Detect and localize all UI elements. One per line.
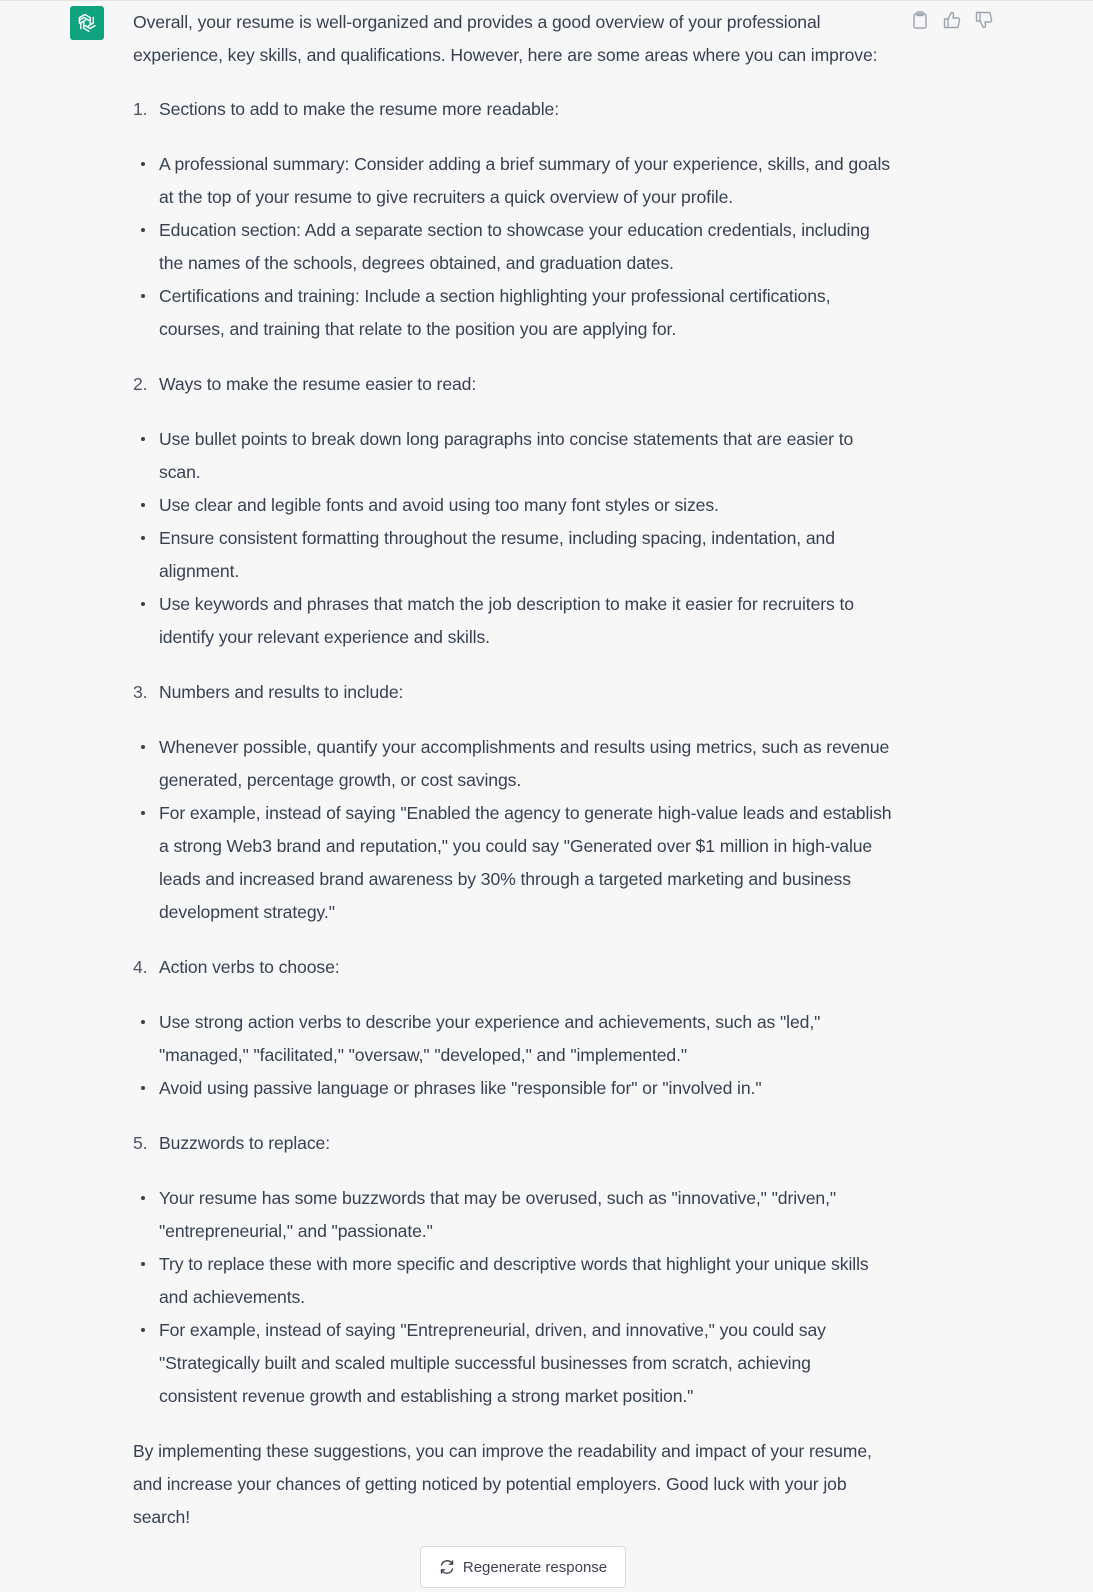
section-title: Action verbs to choose: [159,957,340,977]
thumbs-down-icon [975,11,993,29]
numbered-item [133,368,893,401]
clipboard-icon [912,11,928,29]
closing-paragraph: By implementing these suggestions, you can improve the readability and impact of your resume, and increase your chances of getting noticed by potential employers. Good luck with your job search! [133,1441,872,1527]
openai-logo-icon [75,11,99,35]
list-item: Education section: Add a separate section to showcase your education credentials, including the names of the schools, degrees obtained, and graduation dates. [133,214,893,280]
assistant-avatar [70,6,104,40]
item-number: 2. [133,374,148,394]
thumbs-up-button[interactable] [942,10,962,30]
item-number: 3. [133,682,148,702]
section-title: Sections to add to make the resume more readable: [159,99,559,119]
message-actions [910,10,994,30]
numbered-item [133,1127,893,1160]
copy-button[interactable] [910,10,930,30]
list-item: Try to replace these with more specific and descriptive words that highlight your unique skills and achievements. [133,1248,893,1314]
list-item: Certifications and training: Include a section highlighting your professional certifications, courses, and training that relate to the position you are applying for. [133,280,893,346]
section-title: Ways to make the resume easier to read: [159,374,477,394]
list-item: For example, instead of saying "Enabled the agency to generate high-value leads and establish a strong Web3 brand and reputation," you could say "Generated over $1 million in high-value leads and increased brand awareness by 30% through a targeted marketing and business development strategy." [133,797,893,929]
refresh-icon [439,1559,455,1575]
intro-paragraph: Overall, your resume is well-organized and provides a good overview of your professional experience, key skills, and qualifications. However, here are some areas where you can improve: [133,12,878,65]
list-item: Use bullet points to break down long paragraphs into concise statements that are easier to scan. [133,423,893,489]
regenerate-label: Regenerate response [462,1558,608,1576]
section-title: Numbers and results to include: [159,682,404,702]
numbered-item [133,676,893,709]
list-item: Whenever possible, quantify your accomplishments and results using metrics, such as revenue generated, percentage growth, or cost savings. [133,731,893,797]
list-item: A professional summary: Consider adding a brief summary of your experience, skills, and goals at the top of your resume to give recruiters a quick overview of your profile. [133,148,893,214]
bullet-list [133,1182,893,1413]
list-item: Ensure consistent formatting throughout the resume, including spacing, indentation, and alignment. [133,522,893,588]
item-number: 1. [133,99,148,119]
list-item: Avoid using passive language or phrases like "responsible for" or "involved in." [133,1072,893,1105]
top-divider [0,0,1093,1]
bullet-list [133,731,893,929]
thumbs-down-button[interactable] [974,10,994,30]
item-number: 5. [133,1133,148,1153]
suggestion-sections [133,93,893,1413]
bullet-list [133,1006,893,1105]
thumbs-up-icon [943,11,961,29]
section-title: Buzzwords to replace: [159,1133,330,1153]
bullet-list [133,148,893,346]
numbered-item [133,951,893,984]
list-item: Use clear and legible fonts and avoid using too many font styles or sizes. [133,489,893,522]
list-item: Use strong action verbs to describe your experience and achievements, such as "led," "managed," "facilitated," "oversaw," "developed," and "implemented." [133,1006,893,1072]
list-item: Use keywords and phrases that match the job description to make it easier for recruiters to identify your relevant experience and skills. [133,588,893,654]
regenerate-response-button[interactable] [420,1546,626,1588]
item-number: 4. [133,957,148,977]
list-item: Your resume has some buzzwords that may be overused, such as "innovative," "driven," "entrepreneurial," and "passionate." [133,1182,893,1248]
bullet-list [133,423,893,654]
assistant-message [133,6,893,1534]
numbered-item [133,93,893,126]
list-item: For example, instead of saying "Entrepreneurial, driven, and innovative," you could say "Strategically built and scaled multiple successful businesses from scratch, achieving consistent revenue growth and establishing a strong market position." [133,1314,893,1413]
